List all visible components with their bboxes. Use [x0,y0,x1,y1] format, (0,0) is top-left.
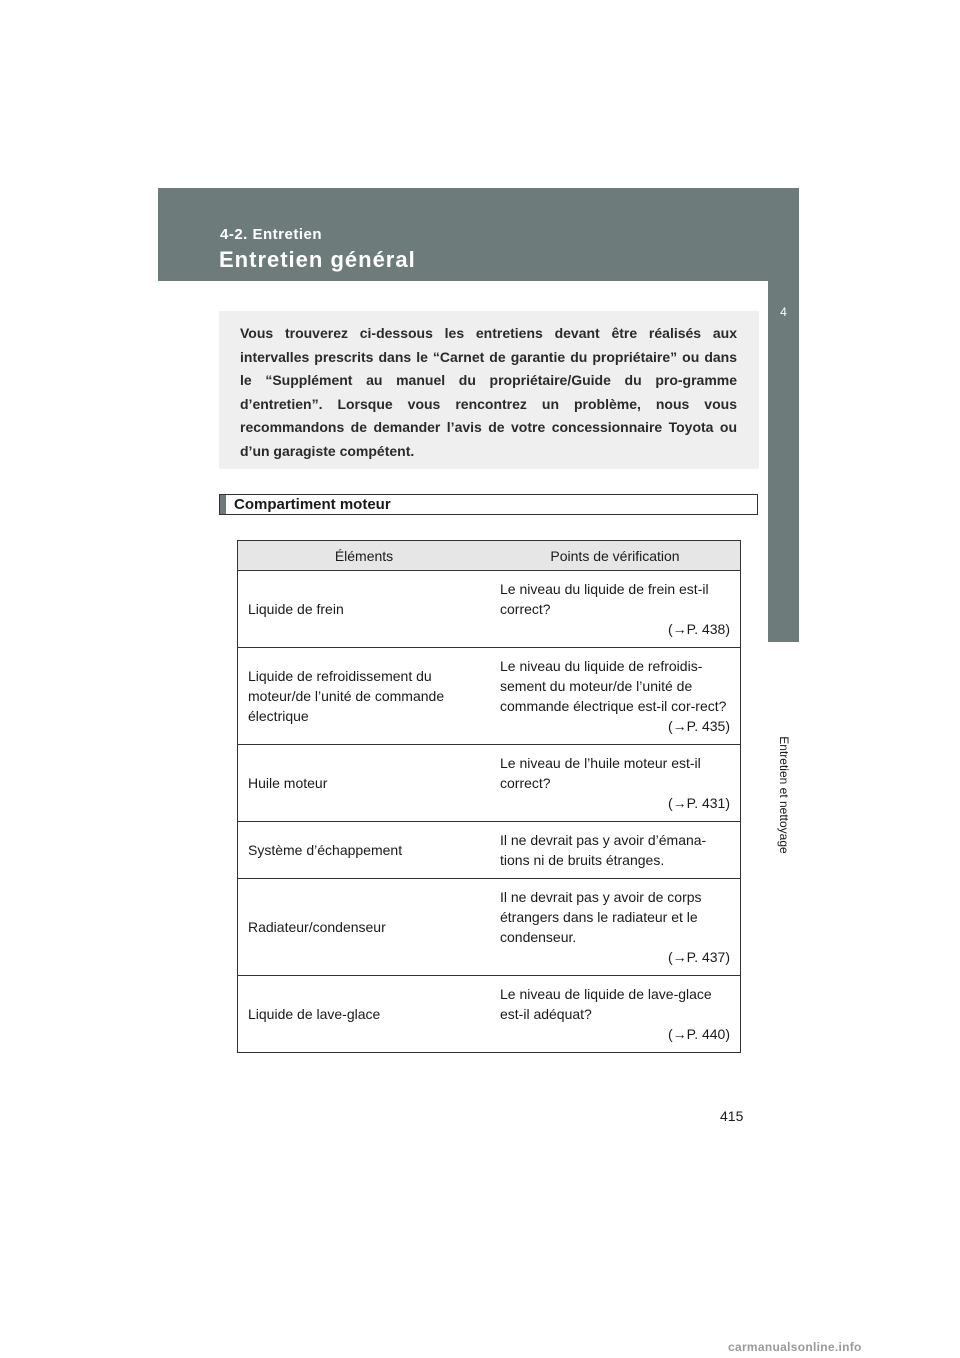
check-text: Le niveau du liquide de refroidis-sement du moteur/de l’unité de commande électrique est-il cor-rect? [500,658,727,714]
item-cell: Liquide de refroidissement du moteur/de l’unité de commande électrique [238,648,491,745]
page-reference[interactable]: (→P. 431) [668,795,730,811]
table-row [238,648,741,745]
item-cell: Liquide de frein [238,571,491,648]
item-cell: Radiateur/condenseur [238,879,491,976]
page-title: Entretien général [219,247,416,272]
check-cell [490,822,741,879]
heading-accent-bar [220,495,226,514]
chapter-label [768,715,799,875]
check-cell [490,976,741,1053]
table-row [238,745,741,822]
check-text: Le niveau de l’huile moteur est-il correct? [500,755,701,791]
table-header-row [238,541,741,571]
item-cell: Liquide de lave-glace [238,976,491,1053]
table-row [238,976,741,1053]
page-reference[interactable]: (→P. 435) [668,718,730,734]
section-label: 4-2. Entretien [220,226,323,243]
subsection-heading [219,494,758,515]
item-cell: Huile moteur [238,745,491,822]
page-number: 415 [720,1108,744,1124]
check-cell [490,648,741,745]
table-row [238,571,741,648]
table-row [238,879,741,976]
check-cell [490,745,741,822]
intro-box [219,311,759,469]
check-text: Le niveau de liquide de lave-glace est-il adéquat? [500,986,712,1022]
check-text: Il ne devrait pas y avoir d’émana-tions ni de bruits étranges. [500,832,707,868]
check-text: Il ne devrait pas y avoir de corps étrangers dans le radiateur et le condenseur. [500,889,702,945]
page-reference[interactable]: (→P. 437) [668,949,730,965]
intro-text: Vous trouverez ci-dessous les entretiens devant être réalisés aux intervalles prescrits dans le “Carnet de garantie du propriétaire” ou dans le “Supplément au manuel du propriétaire/Guide du pro-gramme d’entretien”. Lorsque vous rencontrez un problème, nous vous recommandons de demander l’avis de votre concessionnaire Toyota ou d’un garagiste compétent. [240,325,737,459]
column-header-items: Éléments [238,541,491,571]
check-text: Le niveau du liquide de frein est-il correct? [500,581,709,617]
check-cell [490,879,741,976]
column-header-checks: Points de vérification [490,541,741,571]
check-cell [490,571,741,648]
watermark: carmanualsonline.info [728,1340,862,1354]
table-row [238,822,741,879]
item-cell: Système d’échappement [238,822,491,879]
chapter-number: 4 [780,305,787,319]
inspection-table [237,540,741,1053]
section-header [158,188,799,281]
chapter-label-text: Entretien et nettoyage [776,736,791,854]
subsection-title: Compartiment moteur [234,496,391,513]
side-rail [768,280,799,642]
page-reference[interactable]: (→P. 438) [668,621,730,637]
page-reference[interactable]: (→P. 440) [668,1026,730,1042]
